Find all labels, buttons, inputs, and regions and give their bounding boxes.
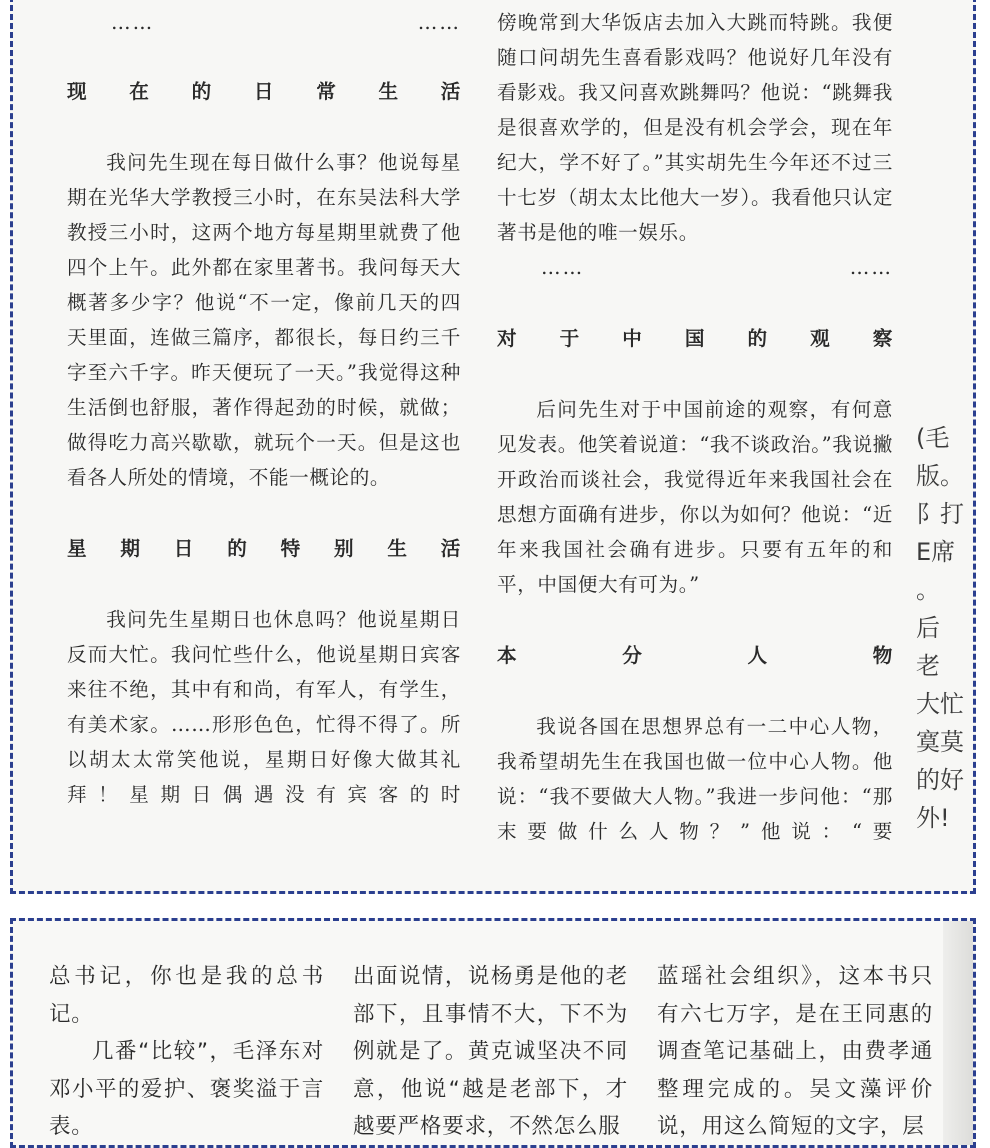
- ellipsis-marker: …… ……: [111, 11, 461, 34]
- section-paragraph: 我问先生星期日也休息吗？他说星期日反而大忙。我问忙些什么，他说星期日宾客来往不绝，其中有和尚，有军人，有学生，有美术家。……形形色色，忙得不得了。所以胡太太常笑他说，星期日好像大做其礼拜！星期日偶遇没有宾客的时: [67, 608, 461, 806]
- section-heading: 本分人物: [497, 644, 893, 667]
- section-heading: 现在的日常生活: [67, 80, 461, 103]
- upper-page-panel: [10, 0, 976, 894]
- section-heading: 星期日的特别生活: [67, 537, 461, 560]
- paragraph: 蓝瑶社会组织》，这本书只有六七万字，是在王同惠的调查笔记基础上，由费孝通整理完成的。吴文藻评价说，用这么简短的文字，层: [657, 964, 933, 1139]
- page-fold-shadow: [943, 921, 976, 1148]
- section-paragraph: 我问先生现在每日做什么事？他说每星期在光华大学教授三小时，在东吴法科大学教授三小时，这两个地方每星期里就费了他四个上午。此外都在家里著书。我问每天大概著多少字？他说“不一定，像前几天的四天里面，连做三篇序，都很长，每日约三千字至六千字。昨天便玩了一天。”我觉得这种生活倒也舒服，著作得起劲的时候，就做；做得吃力高兴歇歇，就玩个一天。但是这也看各人所处的情境，不能一概论的。: [67, 151, 461, 489]
- continued-paragraph: 傍晚常到大华饭店去加入大跳而特跳。我便随口问胡先生喜看影戏吗？他说好几年没有看影戏。我又问喜欢跳舞吗？他说：“跳舞我是很喜欢学的，但是没有机会学会，现在年纪大，学不好了。”其实胡先生今年还不过三十七岁（胡太太比他大一岁）。我看他只认定著书是他的唯一娱乐。: [497, 11, 893, 244]
- lower-column-2: [353, 958, 628, 1146]
- adjacent-page-edge-text: (毛 版。 阝打 E席 。 后 老 大忙 寞莫 的好 外!: [916, 424, 964, 832]
- lower-column-3: [657, 958, 933, 1146]
- paragraph: 出面说情，说杨勇是他的老部下，且事情不大，下不为例就是了。黄克诚坚决不同意，他说“越是老部下，才越要严格要求，不然怎么服: [353, 964, 628, 1139]
- lower-page-panel: [10, 918, 976, 1148]
- paragraph: 几番“比较”，毛泽东对邓小平的爱护、褒奖溢于言表。: [49, 1039, 324, 1139]
- lower-column-1: [49, 958, 324, 1146]
- paragraph: 总书记，你也是我的总书记。: [49, 964, 324, 1027]
- left-text-column: [67, 0, 461, 812]
- section-heading: 对于中国的观察: [497, 327, 893, 350]
- section-paragraph: 我说各国在思想界总有一二中心人物，我希望胡先生在我国也做一位中心人物。他说：“我不要做大人物。”我进一步问他：“那末要做什么人物？”他说：“要: [497, 715, 893, 843]
- right-text-column: [497, 0, 893, 849]
- ellipsis-marker: …… ……: [541, 256, 893, 279]
- section-paragraph: 后问先生对于中国前途的观察，有何意见发表。他笑着说道：“我不谈政治。”我说撇开政治而谈社会，我觉得近年来我国社会在思想方面确有进步，你以为如何？他说：“近年来我国社会确有进步。只要有五年的和平，中国便大有可为。”: [497, 398, 893, 596]
